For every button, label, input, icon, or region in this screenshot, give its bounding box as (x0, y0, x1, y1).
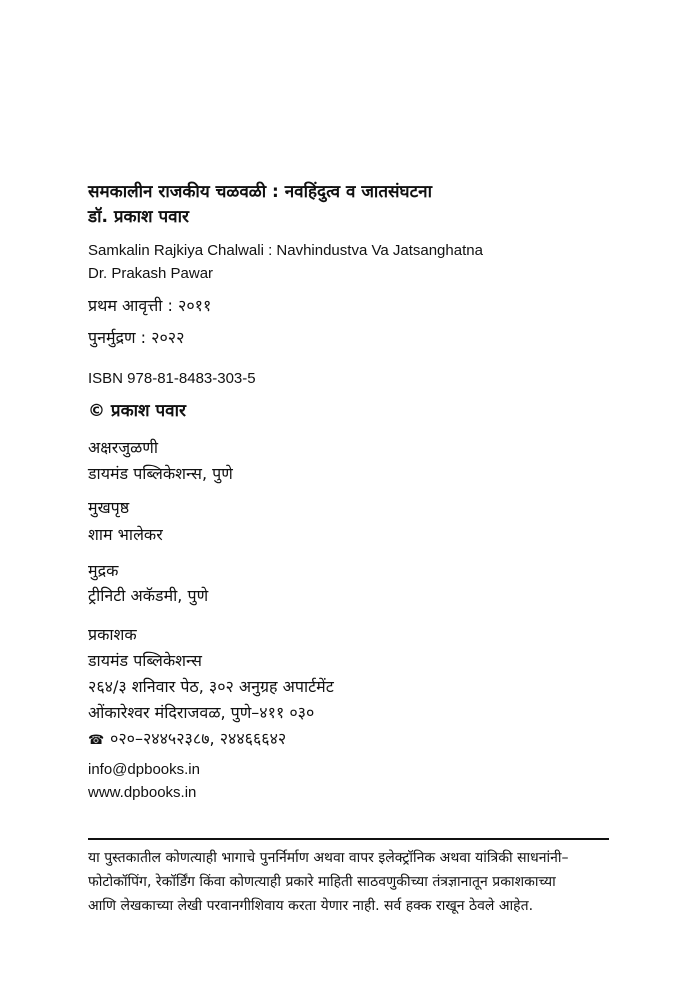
publisher-phone-row (88, 731, 286, 747)
cover-value: शाम भालेकर (88, 525, 163, 544)
publisher-address-line1: २६४/३ शनिवार पेठ, ३०२ अनुग्रह अपार्टमेंट (88, 677, 334, 696)
footer-divider (88, 838, 609, 840)
telephone-icon: ☎ (88, 733, 105, 748)
publisher-email[interactable]: info@dpbooks.in (88, 761, 200, 778)
isbn: ISBN 978-81-8483-303-5 (88, 370, 256, 387)
rights-notice-line3: आणि लेखकाच्या लेखी परवानगीशिवाय करता येणार नाही. सर्व हक्क राखून ठेवले आहेत. (88, 898, 534, 914)
book-title-marathi: समकालीन राजकीय चळवळी : नवहिंदुत्व व जातसंघटना (88, 182, 432, 202)
copyright: © प्रकाश पवार (88, 401, 186, 421)
author-english: Dr. Prakash Pawar (88, 265, 214, 282)
printer-label: मुद्रक (88, 561, 119, 580)
rights-notice-line1: या पुस्तकातील कोणत्याही भागाचे पुनर्निर्माण अथवा वापर इलेक्ट्रॉनिक अथवा यांत्रिकी साधनांनी– (88, 850, 569, 866)
typesetting-label: अक्षरजुळणी (88, 438, 158, 457)
publisher-address-line2: ओंकारेश्वर मंदिराजवळ, पुणे–४११ ०३० (88, 703, 315, 722)
rights-notice (88, 846, 618, 918)
printer-value: ट्रीनिटी अकॅडमी, पुणे (88, 586, 209, 605)
first-edition: प्रथम आवृत्ती : २०११ (88, 296, 212, 315)
typesetting-value: डायमंड पब्लिकेशन्स, पुणे (88, 464, 233, 483)
publisher-website[interactable]: www.dpbooks.in (88, 784, 197, 801)
publisher-phone: ०२०–२४४५२३८७, २४४६६६४२ (110, 729, 287, 748)
cover-label: मुखपृष्ठ (88, 498, 130, 517)
publisher-name: डायमंड पब्लिकेशन्स (88, 651, 202, 670)
book-title-english: Samkalin Rajkiya Chalwali : Navhindustva Va Jatsanghatna (88, 242, 483, 259)
rights-notice-line2: फोटोकॉपिंग, रेकॉर्डिंग किंवा कोणत्याही प्रकारे माहिती साठवणुकीच्या तंत्रज्ञानातून प्रकाशकाच्या (88, 874, 556, 890)
author-marathi: डॉ. प्रकाश पवार (88, 207, 189, 227)
reprint-edition: पुनर्मुद्रण : २०२२ (88, 328, 185, 347)
publisher-label: प्रकाशक (88, 625, 137, 644)
